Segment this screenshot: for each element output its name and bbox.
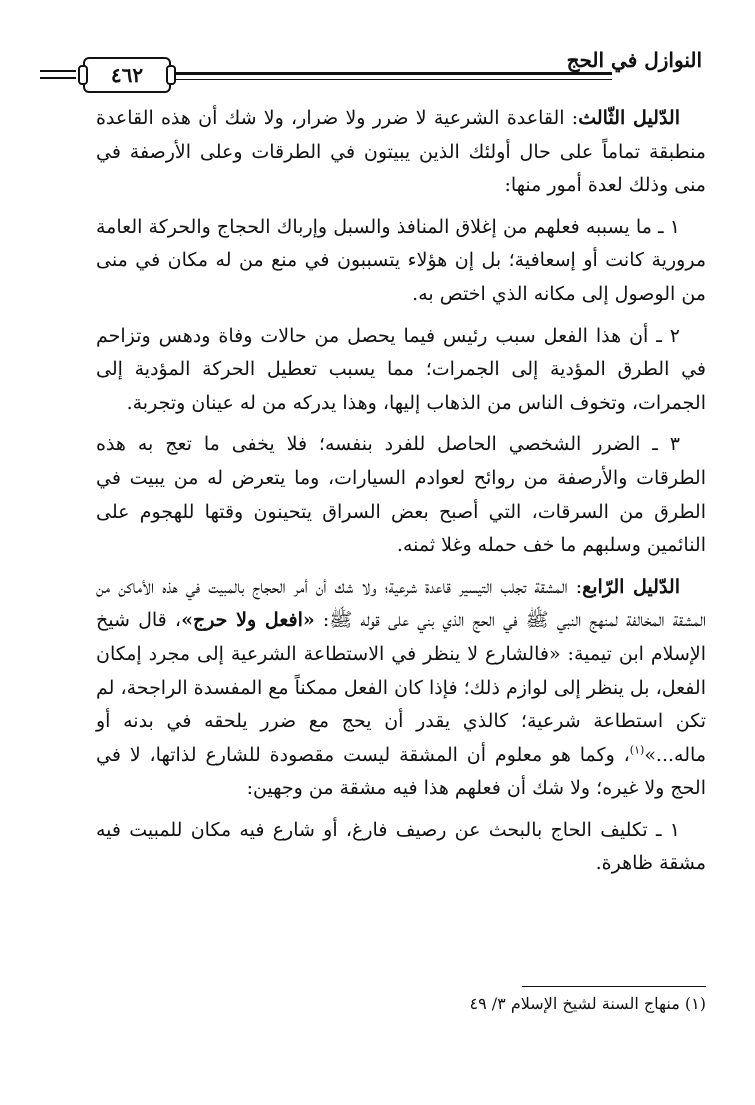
header-ornament-line: [40, 77, 76, 79]
body-text: [96, 102, 706, 889]
paragraph-point-1b: ١ ـ تكليف الحاج بالبحث عن رصيف فارغ، أو شارع فيه مكان للمبيت فيه مشقة ظاهرة.: [96, 818, 706, 875]
header-ornament-line: [40, 70, 76, 72]
running-header: [92, 40, 702, 90]
footnote-reference[interactable]: (١): [629, 743, 645, 757]
paragraph-point-2: ٢ ـ أن هذا الفعل سبب رئيس فيما يحصل من حالات وفاة ودهس وتزاحم في الطرق المؤدية إلى الجمرات؛ مما يسبب تعطيل الحركة المؤدية إلى الجمرات، وتخوف الناس من الذهاب إليها، وهذا يدركه من له عينان وتجربة.: [96, 324, 706, 414]
paragraph-text: : القاعدة الشرعية لا ضرر ولا ضرار، ولا شك أن هذه القاعدة منطبقة تماماً على حال أولئك الذين يبيتون في الطرقات وعلى الأرصفة في منى وذلك لعدة أمور منها:: [96, 107, 706, 197]
paragraph-text: ، وكما هو معلوم أن المشقة ليست مقصودة للشارع لذاتها، لا في الحج ولا غيره؛ ولا شك أن فعلهم هذا فيه مشقة من وجهين:: [96, 743, 706, 800]
paragraph-point-1: ١ ـ ما يسببه فعلهم من إغلاق المنافذ والسبل وإرباك الحجاج والحركة العامة مرورية كانت أو إسعافية؛ بل إن هؤلاء يتسببون في منع من له مكان في منى من الوصول إلى مكانه الذي اختص به.: [96, 215, 706, 305]
section-lead: الدّليل الثّالث: [578, 107, 681, 129]
section-lead: الدّليل الرّابع: [582, 575, 680, 598]
book-title: النوازل في الحج: [566, 48, 702, 72]
page-number: ٤٦٢: [110, 63, 144, 87]
hadith-quote: «افعل ولا حرج»: [181, 609, 315, 632]
paragraph-fourth-evidence: [96, 571, 706, 806]
paragraph-point-3: ٣ ـ الضرر الشخصي الحاصل للفرد بنفسه؛ فلا يخفى ما تعج به هذه الطرقات والأرصفة من روائح لعوادم السيارات، وما يتعرض له من يبيت في الطرق من السرقات، التي أصبح بعض السراق يتحينون وقتها للهجوم على النائمين وسلبهم ما خف حمله وغلا ثمنه.: [96, 433, 706, 557]
footnote: (١) منهاج السنة لشيخ الإسلام ٣/ ٤٩: [469, 994, 706, 1013]
paragraph-text: ، قال شيخ الإسلام ابن تيمية: «فالشارع لا ينظر في الاستطاعة الشرعية إلى مجرد إمكان الفعل، بل ينظر إلى لوازم ذلك؛ فإذا كان الفعل ممكناً مع المفسدة الراجحة، لم تكن استطاعة شرعية؛ كالذي يقدر أن يحج مع ضرر يلحقه في بدنه أو ماله...»: [96, 609, 706, 766]
footnote-rule: [522, 986, 706, 987]
paragraph-text: : المشقة تجلب التيسير قاعدة شرعية؛ ولا شك أن أمر الحجاج بالمبيت في هذه الأماكن من المشقة المخالفة لمنهج النبي ﷺ في الحج الذي بني على قوله ﷺ:: [96, 575, 706, 632]
paragraph-third-evidence: [96, 102, 706, 203]
page-number-box: [83, 57, 171, 93]
